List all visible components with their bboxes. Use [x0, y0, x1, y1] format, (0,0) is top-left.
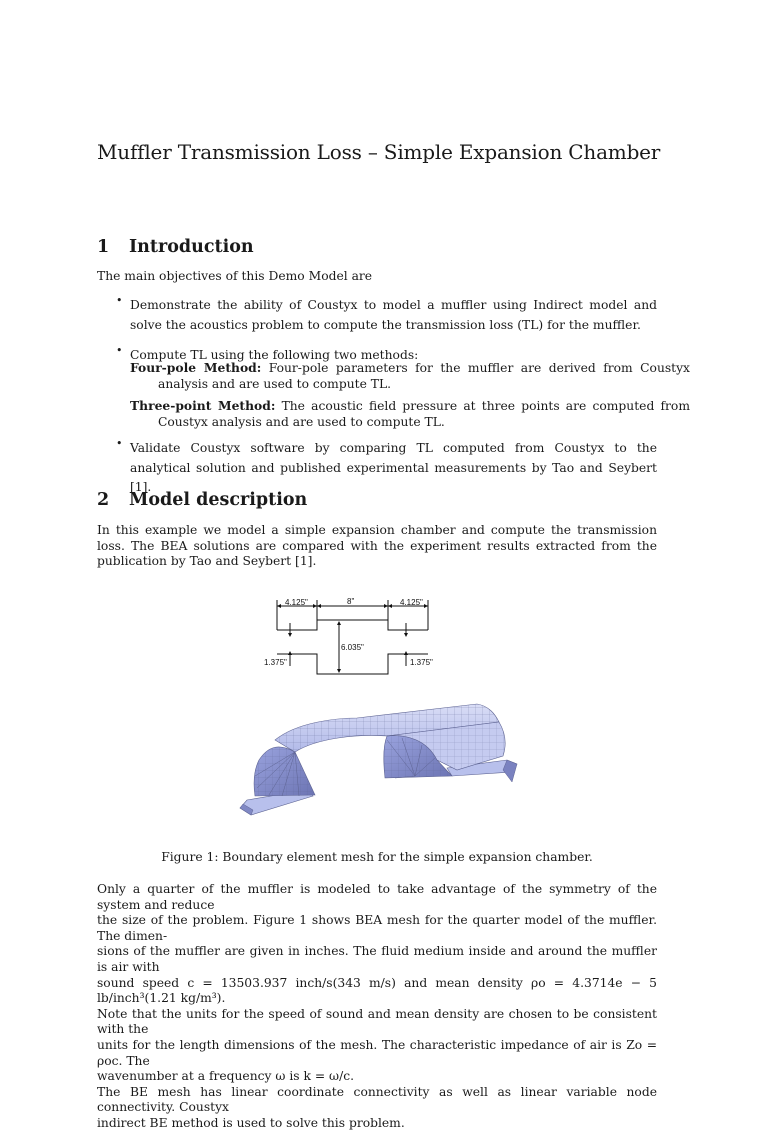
muffler-outline-top — [277, 620, 428, 630]
section-title: Model description — [129, 490, 308, 510]
boundary-element-mesh-image — [237, 700, 522, 825]
dim-outlet-length: 4.125" — [400, 598, 423, 607]
dim-chamber-length: 8" — [347, 597, 355, 606]
bullet-icon: • — [116, 344, 123, 358]
text-line: the size of the problem. Figure 1 shows BEA mesh for the quarter model of the muffler. The dimen- — [97, 913, 657, 943]
method-description: Four-pole parameters for the muffler are derived from Coustyx analysis and are used to compute TL. — [158, 361, 690, 391]
text-line: sound speed c = 13503.937 inch/s(343 m/s) and mean density ρo = 4.3714e − 5 lb/inch³(1.21 kg/m³). — [97, 975, 657, 1006]
dim-inlet-pipe: 1.375" — [264, 658, 287, 667]
model-paragraph: In this example we model a simple expansion chamber and compute the transmission loss. The BEA solutions are compared with the experiment results extracted from the publication by Tao and Seybert [1]. — [97, 523, 657, 569]
section-heading-model-description — [97, 490, 307, 510]
text-line: units for the length dimensions of the mesh. The characteristic impedance of air is Zo = ρoc. The — [97, 1037, 657, 1068]
bullet-text: Demonstrate the ability of Coustyx to model a muffler using Indirect model and solve the acoustics problem to compute the transmission loss (TL) for the muffler. — [130, 298, 657, 332]
bullet-text: Validate Coustyx software by comparing TL computed from Coustyx to the analytical solution and published experimental measurements by Tao and Seybert [1]. — [130, 441, 657, 495]
section-number: 1 — [97, 237, 110, 257]
document-title: Muffler Transmission Loss – Simple Expansion Chamber — [97, 140, 661, 164]
section-heading-introduction — [97, 237, 254, 257]
method-term: Four-pole Method: — [130, 360, 262, 375]
objectives-list-continued — [97, 437, 657, 496]
methods-list — [97, 360, 690, 430]
text-line: Only a quarter of the muffler is modeled to take advantage of the symmetry of the system and reduce — [97, 882, 657, 912]
dim-inlet-length: 4.125" — [285, 598, 308, 607]
section-title: Introduction — [129, 237, 254, 257]
dim-outlet-pipe: 1.375" — [410, 658, 433, 667]
intro-lead: The main objectives of this Demo Model are — [97, 269, 373, 283]
model-paragraph-2 — [97, 882, 657, 1132]
bullet-text: Compute TL using the following two methods: — [130, 348, 419, 363]
bullet-icon: • — [116, 437, 123, 450]
method-three-point — [130, 398, 690, 430]
section-number: 2 — [97, 490, 110, 510]
method-description: The acoustic field pressure at three points are computed from Coustyx analysis and are used to compute TL. — [158, 399, 690, 429]
text-line: The BE mesh has linear coordinate connectivity as well as linear variable node connectivity. Coustyx — [97, 1084, 657, 1115]
muffler-outline-bottom — [277, 654, 428, 674]
text-line: Note that the units for the speed of sound and mean density are chosen to be consistent with the — [97, 1006, 657, 1037]
figure-caption: Figure 1: Boundary element mesh for the simple expansion chamber. — [161, 850, 593, 864]
dim-chamber-height: 6.035" — [341, 643, 364, 652]
text-line: sions of the muffler are given in inches. The fluid medium inside and around the muffler is air with — [97, 944, 657, 974]
method-term: Three-point Method: — [130, 398, 276, 414]
bullet-icon: • — [116, 294, 123, 307]
list-item — [97, 437, 657, 496]
text-line: indirect BE method is used to solve this problem. — [97, 1115, 405, 1130]
method-four-pole — [130, 360, 690, 392]
text-line: wavenumber at a frequency ω is k = ω/c. — [97, 1069, 355, 1084]
list-item — [97, 294, 657, 333]
muffler-dimension-sketch — [263, 592, 443, 682]
